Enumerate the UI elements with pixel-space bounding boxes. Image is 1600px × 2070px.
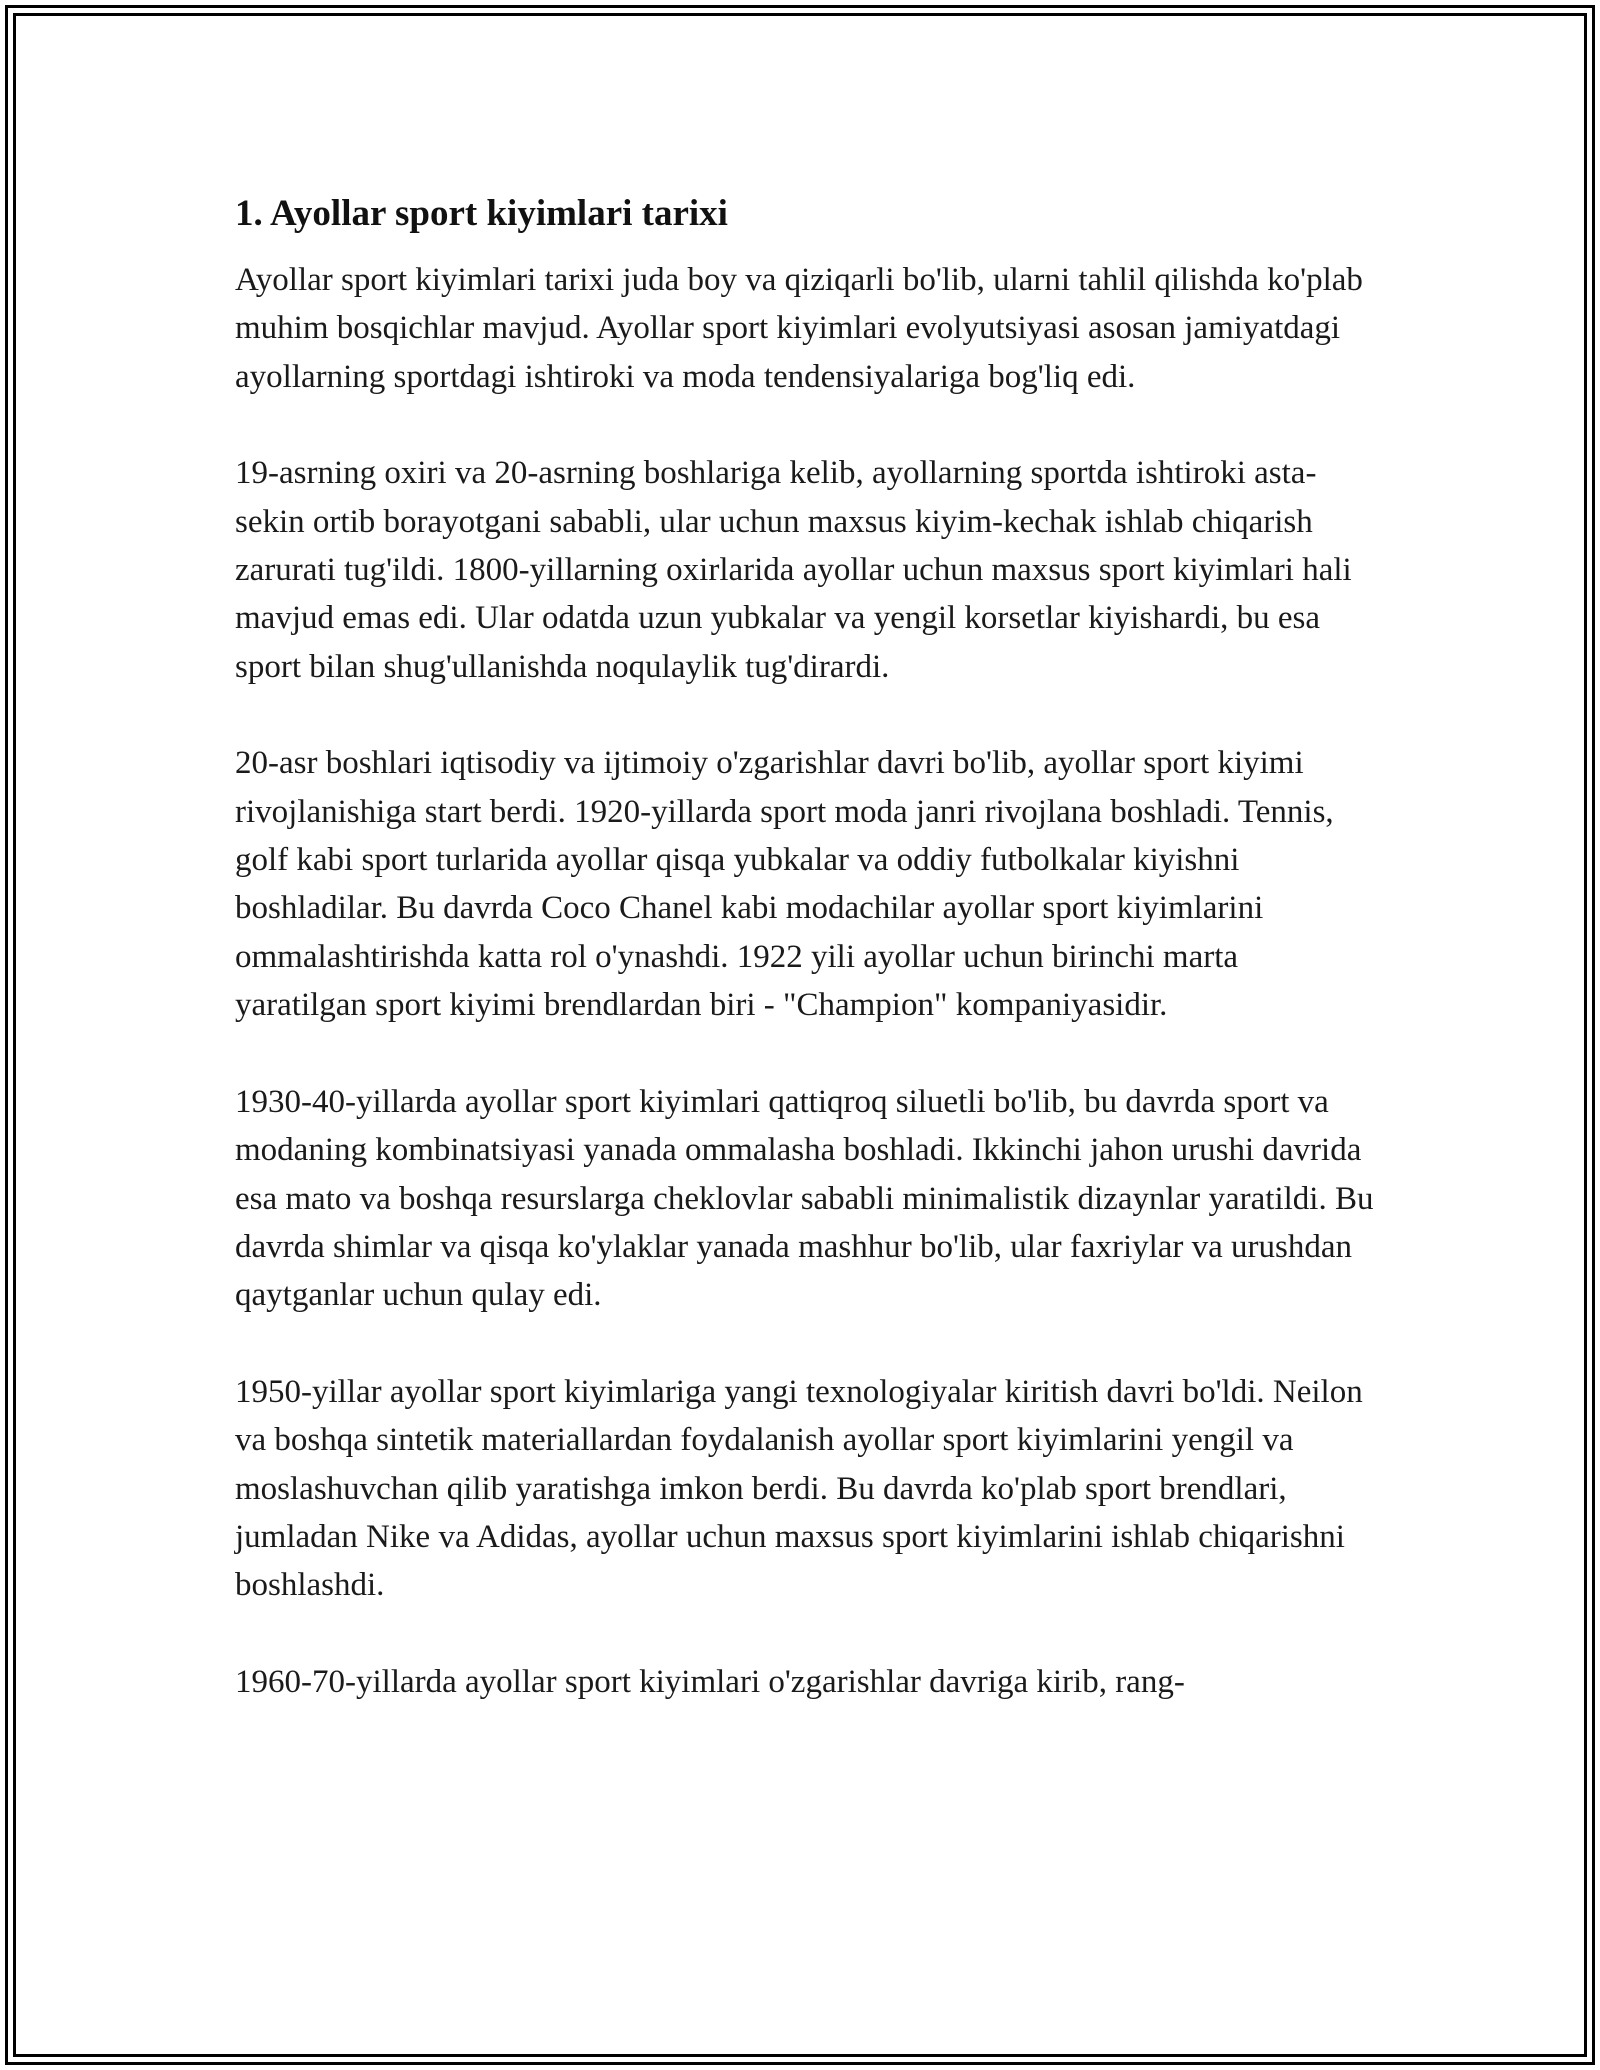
paragraph-19th-century: 19-asrning oxiri va 20-asrning boshlariga kelib, ayollarning sportda ishtiroki asta-sekin ortib borayotgani sababli, ular uchun maxsus kiyim-kechak ishlab chiqarish zarurati tug'ildi. 1800-yillarning oxirlarida ayollar uchun maxsus sport kiyimlari hali mavjud emas edi. Ular odatda uzun yubkalar va yengil korsetlar kiyishardi, bu esa sport bilan shug'ullanishda noqulaylik tug'dirardi. (235, 455, 1352, 685)
paragraph-1930-40s: 1930-40-yillarda ayollar sport kiyimlari qattiqroq siluetli bo'lib, bu davrda sport va modaning kombinatsiyasi yanada ommalasha boshladi. Ikkinchi jahon urushi davrida esa mato va boshqa resurslarga cheklovlar sababli minimalistik dizaynlar yaratildi. Bu davrda shimlar va qisqa ko'ylaklar yanada mashhur bo'lib, ular faxriylar va urushdan qaytganlar uchun qulay edi. (235, 1083, 1374, 1314)
paragraph-1960-70s: 1960-70-yillarda ayollar sport kiyimlari o'zgarishlar davriga kirib, rang- (235, 1663, 1185, 1700)
paragraph-list (235, 256, 1375, 1706)
paragraph-1950s: 1950-yillar ayollar sport kiyimlariga yangi texnologiyalar kiritish davri bo'ldi. Neilon va boshqa sintetik materiallardan foydalanish ayollar sport kiyimlarini yengil va moslashuvchan qilib yaratishga imkon berdi. Bu davrda ko'plab sport brendlari, jumladan Nike va Adidas, ayollar uchun maxsus sport kiyimlarini ishlab chiqarishni boshlashdi. (235, 1373, 1363, 1604)
section-heading: 1. Ayollar sport kiyimlari tarixi (235, 193, 728, 234)
document-body (235, 188, 1375, 1754)
paragraph-early-20th-century: 20-asr boshlari iqtisodiy va ijtimoiy o'zgarishlar davri bo'lib, ayollar sport kiyimi rivojlanishiga start berdi. 1920-yillarda sport moda janri rivojlana boshladi. Tennis, golf kabi sport turlarida ayollar qisqa yubkalar va oddiy futbolkalar kiyishni boshladilar. Bu davrda Coco Chanel kabi modachilar ayollar sport kiyimlarini ommalashtirishda katta rol o'ynashdi. 1922 yili ayollar uchun birinchi marta yaratilgan sport kiyimi brendlardan biri - "Champion" kompaniyasidir. (235, 745, 1334, 1024)
paragraph-intro: Ayollar sport kiyimlari tarixi juda boy va qiziqarli bo'lib, ularni tahlil qilishda ko'plab muhim bosqichlar mavjud. Ayollar sport kiyimlari evolyutsiyasi asosan jamiyatdagi ayollarning sportdagi ishtiroki va moda tendensiyalariga bog'liq edi. (235, 262, 1363, 395)
